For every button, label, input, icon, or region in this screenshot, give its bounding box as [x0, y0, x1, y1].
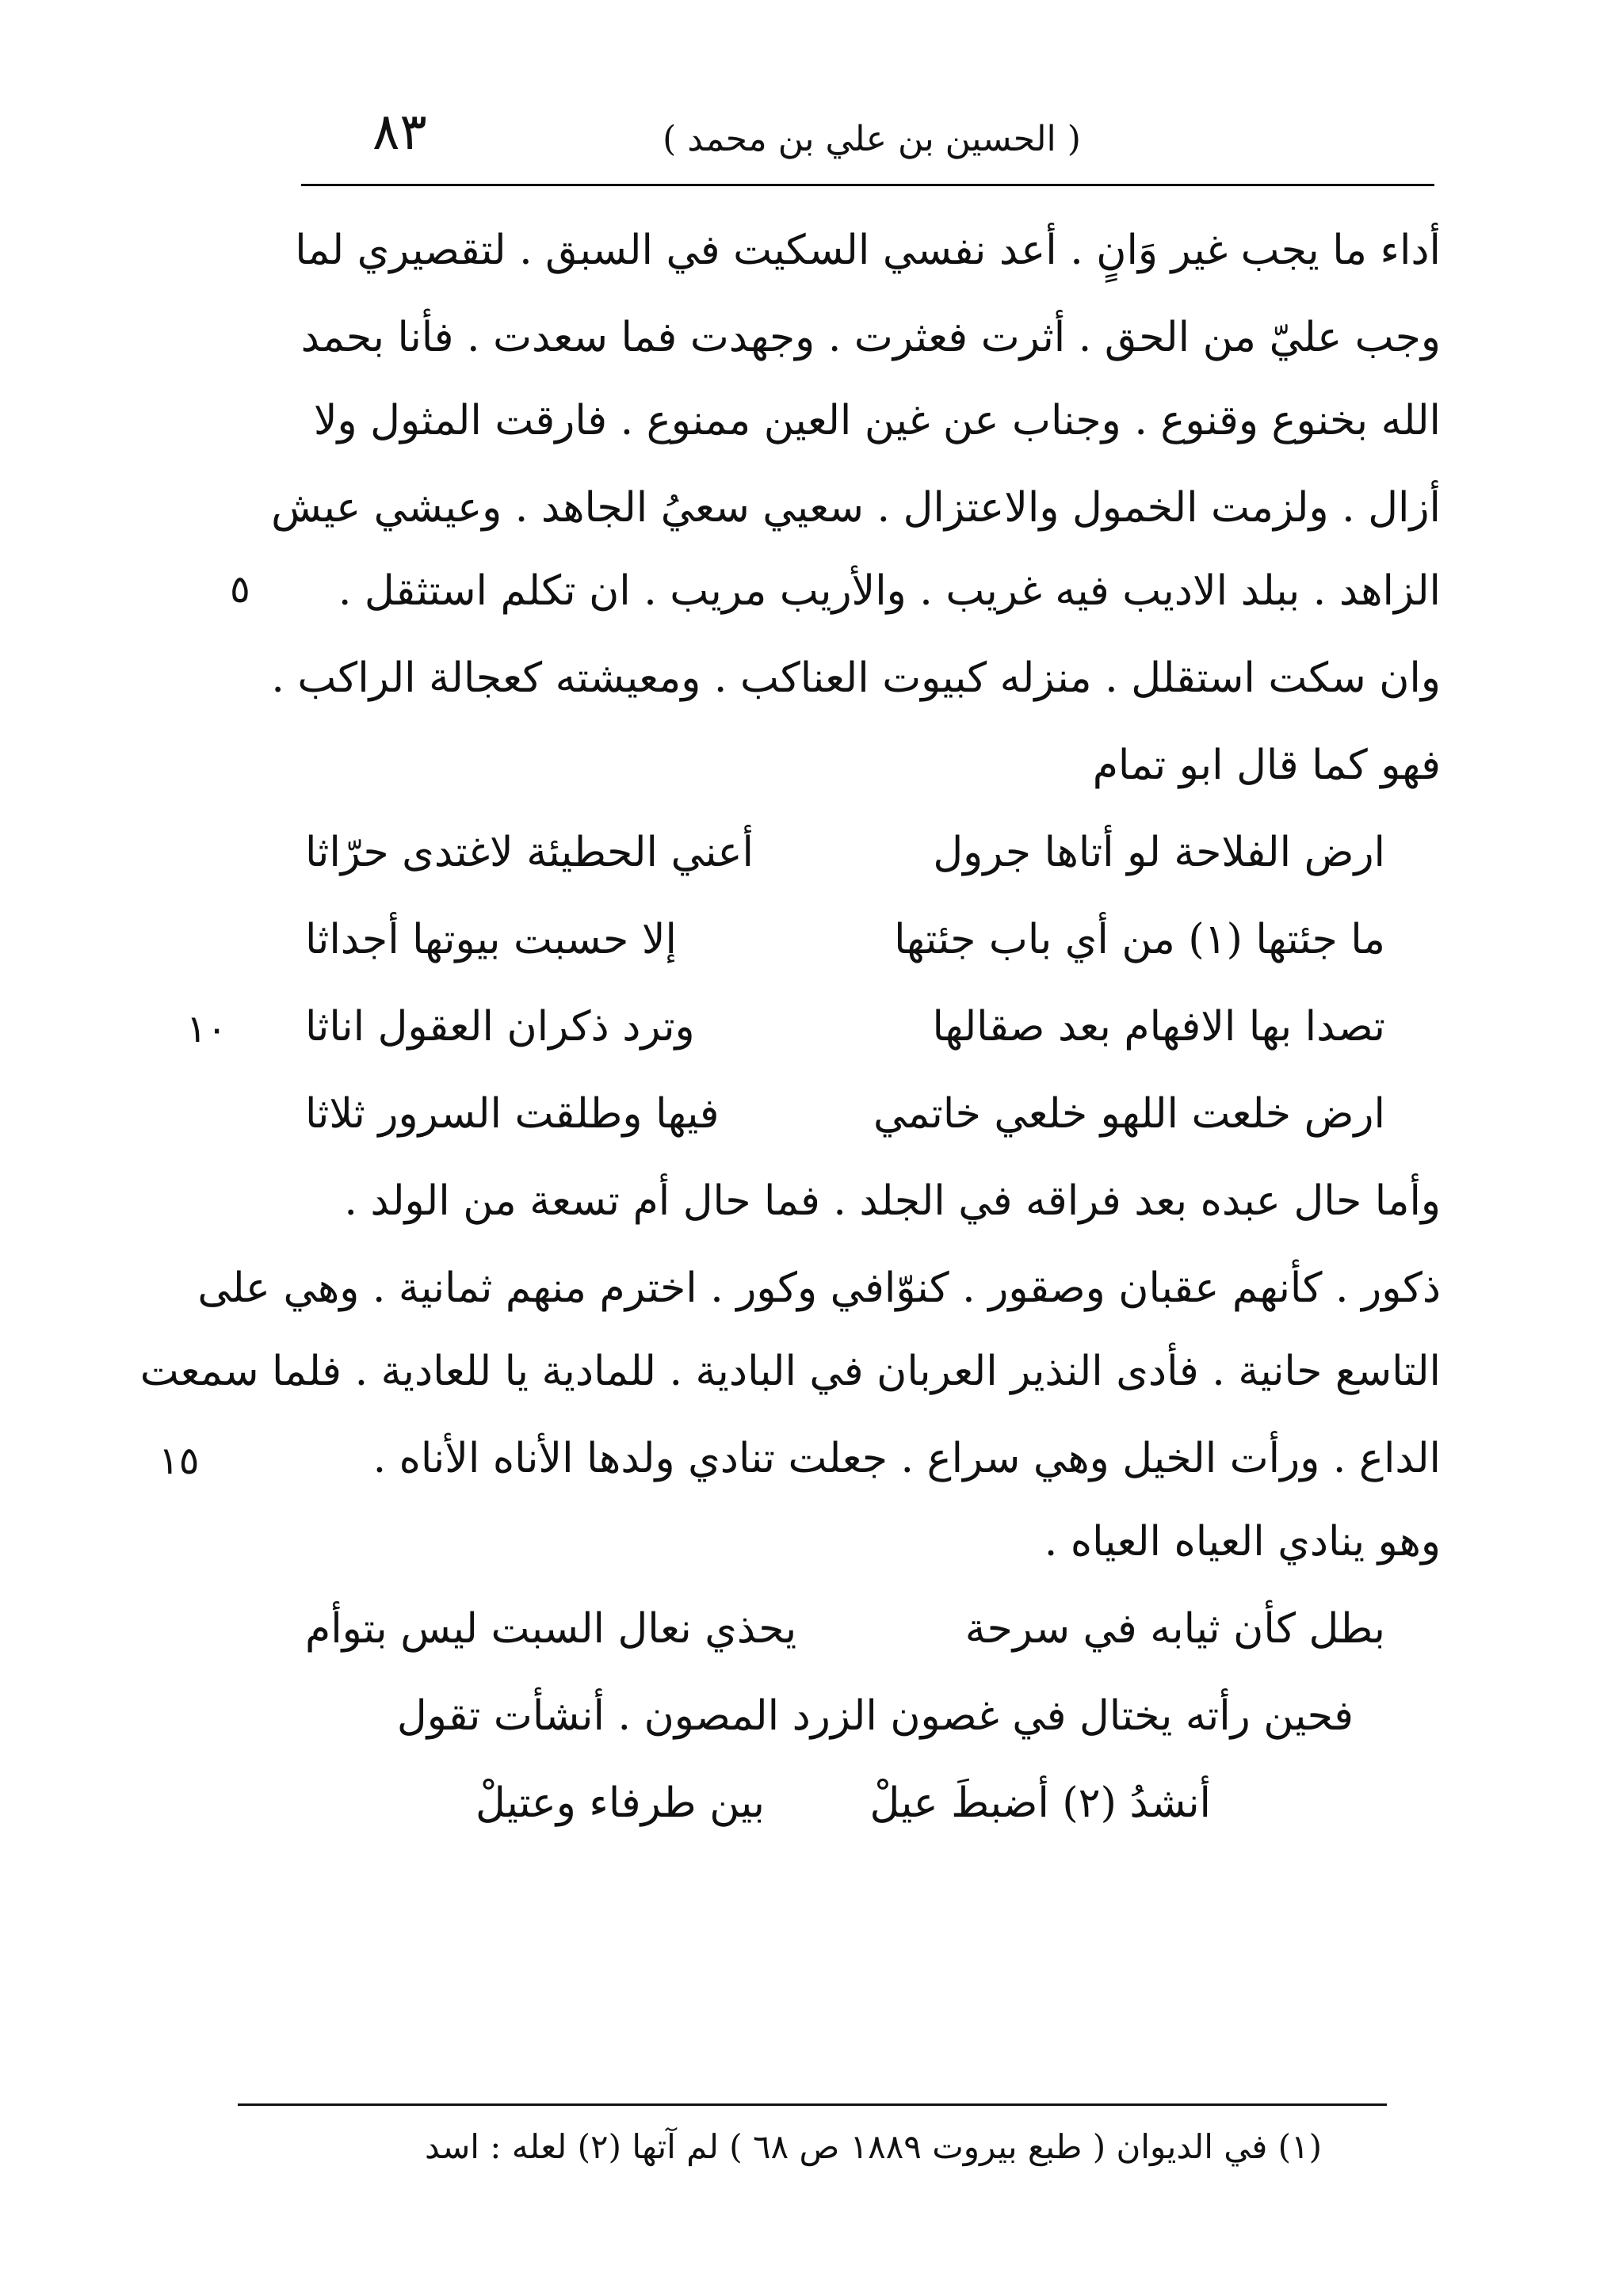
verse-hemistich-second: وترد ذكران العقول اناثا	[305, 1003, 695, 1051]
footnote: (١) في الديوان ( طبع بيروت ١٨٨٩ ص ٦٨ ) لم آتها (٢) لعله : اسد	[425, 2127, 1322, 2166]
header-rule	[301, 184, 1434, 186]
verse-hemistich-second: إلا حسبت بيوتها أجداثا	[305, 916, 677, 963]
verse-hemistich-second: فيها وطلقت السرور ثلاثا	[305, 1090, 720, 1138]
running-title: ( الحسين بن علي بن محمد )	[663, 119, 1081, 159]
line-number: ١٥	[158, 1439, 200, 1483]
prose-line: الله بخنوع وقنوع . وجناب عن غين العين ممنوع . فارقت المثول ولا	[313, 397, 1441, 444]
verse-hemistich-first: ارض الفلاحة لو أتاها جرول	[933, 829, 1385, 876]
verse-hemistich-first: تصدا بها الافهام بعد صقالها	[932, 1003, 1385, 1051]
verse-hemistich-first: أنشدُ (٢) أضبطَ عيلْ	[869, 1779, 1211, 1827]
verse-hemistich-first: ما جئتها (١) من أي باب جئتها	[894, 916, 1385, 963]
prose-line: وان سكت استقلل . منزله كبيوت العناكب . ومعيشته كعجالة الراكب .	[271, 654, 1441, 702]
verse-line: فحين رأته يختال في غصون الزرد المصون . أنشأت تقول	[396, 1692, 1354, 1740]
prose-line: فهو كما قال ابو تمام	[1092, 742, 1441, 789]
prose-line: وأما حال عبده بعد فراقه في الجلد . فما حال أم تسعة من الولد .	[344, 1177, 1441, 1225]
verse-hemistich-second: يحذي نعال السبت ليس بتوأم	[305, 1605, 797, 1653]
prose-line: الزاهد . ببلد الاديب فيه غريب . والأريب مريب . ان تكلم استثقل .	[338, 567, 1441, 615]
prose-line: أداء ما يجب غير وَانٍ . أعد نفسي السكيت في السبق . لتقصيري لما	[295, 227, 1441, 274]
verse-hemistich-second: بين طرفاء وعتيلْ	[475, 1779, 765, 1827]
verse-hemistich-first: ارض خلعت اللهو خلعي خاتمي	[873, 1090, 1385, 1138]
verse-hemistich-second: أعني الحطيئة لاغتدى حرّاثا	[305, 829, 754, 876]
verse-hemistich-first: بطل كأن ثيابه في سرحة	[964, 1605, 1385, 1653]
prose-line: وجب عليّ من الحق . أثرت فعثرت . وجهدت فما سعدت . فأنا بحمد	[300, 314, 1441, 361]
prose-line: الداع . ورأت الخيل وهي سراع . جعلت تنادي ولدها الأناه الأناه .	[372, 1435, 1441, 1482]
footnote-rule	[238, 2103, 1387, 2106]
line-number: ٥	[230, 567, 250, 612]
prose-line: أزال . ولزمت الخمول والاعتزال . سعيي سعيُ الجاهد . وعيشي عيش	[271, 484, 1441, 532]
prose-line: وهو ينادي العياه العياه .	[1044, 1518, 1441, 1566]
line-number: ١٠	[186, 1007, 227, 1051]
prose-line: ذكور . كأنهم عقبان وصقور . كنوّافي وكور . اخترم منهم ثمانية . وهي على	[197, 1264, 1441, 1312]
page-number: ٨٣	[372, 103, 427, 162]
prose-line: التاسع حانية . فأدى النذير العربان في البادية . للمادية يا للعادية . فلما سمعت	[139, 1348, 1441, 1395]
